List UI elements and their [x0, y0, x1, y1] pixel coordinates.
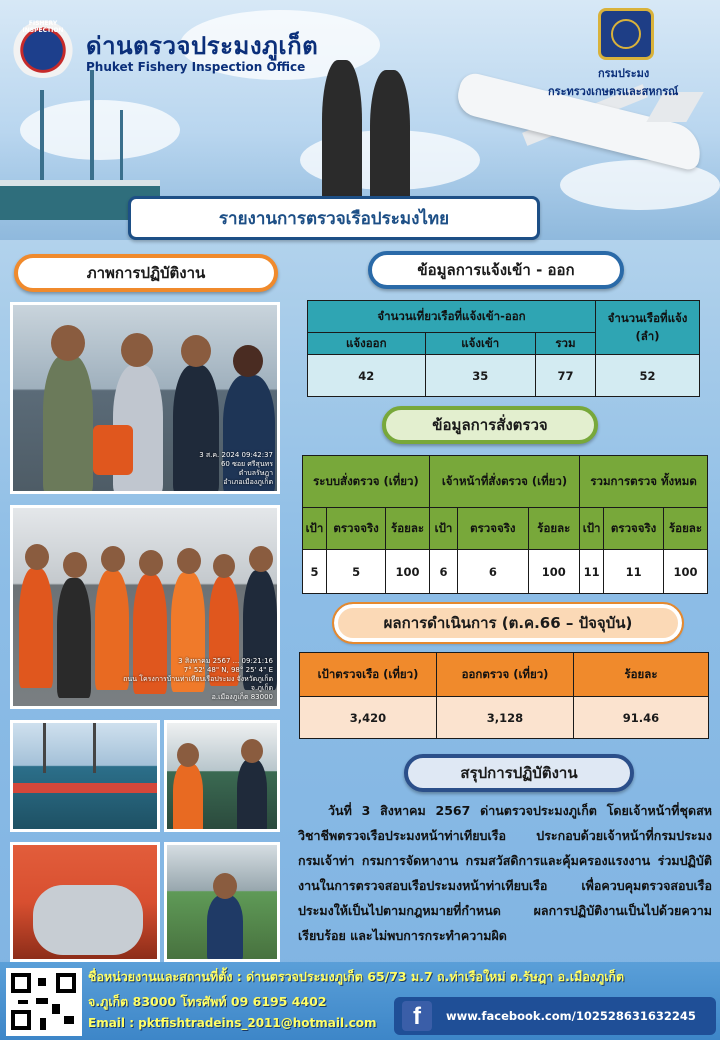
summary-section-title: สรุปการปฏิบัติงาน	[404, 754, 634, 792]
fishery-inspection-logo-icon: FISHERY INSPECTION	[8, 16, 78, 78]
order-table	[302, 455, 708, 594]
order-system-actual: 5	[326, 550, 385, 594]
order-system-target: 5	[303, 550, 327, 594]
order-header-target: เป้า	[429, 508, 457, 550]
operation-photo-6	[164, 842, 280, 962]
notify-header-in: แจ้งเข้า	[425, 333, 535, 355]
order-header-actual: ตรวจจริง	[458, 508, 528, 550]
ministry-name: กระทรวงเกษตรและสหกรณ์	[548, 85, 679, 98]
order-header-target: เป้า	[303, 508, 327, 550]
footer-address-line1: ชื่อหน่วยงานและสถานที่ตั้ง : ด่านตรวจประมงภูเก็ต 65/73 ม.7 ถ.ท่าเรือใหม่ ต.รัษฎา อ.เมืองภูเก็ต	[88, 969, 625, 984]
photo-2-timestamp: 3 สิงหาคม 2567 ... 09:21:16 7° 52' 48" N, 98° 25' 4" E ถนน โครงการบ้านท่าเทียบเรือประมง จังหวัดภูเก็ต จ.ภูเก็ต อ.เมืองภูเก็ต 83000	[123, 657, 273, 701]
results-header-percent: ร้อยละ	[574, 653, 709, 697]
order-group-officer: เจ้าหน้าที่สั่งตรวจ (เที่ยว)	[429, 456, 579, 508]
order-officer-target: 6	[429, 550, 457, 594]
notify-value-in: 35	[425, 355, 535, 397]
order-officer-actual: 6	[458, 550, 528, 594]
order-total-target: 11	[580, 550, 604, 594]
footer-email: Email : pktfishtradeins_2011@hotmail.com	[88, 1016, 377, 1030]
facebook-url: www.facebook.com/102528631632245	[446, 1009, 696, 1023]
office-title-thai: ด่านตรวจประมงภูเก็ต	[86, 32, 319, 60]
operation-photo-1	[10, 302, 280, 494]
office-title-english: Phuket Fishery Inspection Office	[86, 60, 306, 74]
statue-image	[322, 60, 362, 210]
results-value-percent: 91.46	[574, 697, 709, 739]
order-group-system: ระบบสั่งตรวจ (เที่ยว)	[303, 456, 430, 508]
order-officer-percent: 100	[528, 550, 580, 594]
results-section-title: ผลการดำเนินการ (ต.ค.66 – ปัจจุบัน)	[334, 604, 682, 642]
order-header-actual: ตรวจจริง	[604, 508, 664, 550]
summary-paragraph: วันที่ 3 สิงหาคม 2567 ด่านตรวจประมงภูเก็ต โดยเจ้าหน้าที่ชุดสหวิชาชีพตรวจเรือประมงหน้าท่าเทียบเรือ ประกอบด้วยเจ้าหน้าที่กรมประมง กรมเจ้าท่า กรมการจัดหางาน กรมสวัสดิการและคุ้มครองแรงงาน ร่วมปฏิบัติงานในการตรวจสอบเรือประมงหน้าท่าเทียบเรือ เพื่อควบคุมตรวจสอบเรือประมงให้เป็นไปตามกฎหมายที่กำหนด ผลการปฏิบัติงานเป็นไปด้วยความเรียบร้อย และไม่พบการกระทำความผิด	[298, 803, 712, 943]
results-table	[299, 652, 709, 739]
notify-section-title: ข้อมูลการแจ้งเข้า - ออก	[368, 251, 624, 289]
order-header-percent: ร้อยละ	[386, 508, 430, 550]
notify-header-trips: จำนวนเที่ยวเรือที่แจ้งเข้า-ออก	[308, 301, 596, 333]
photo-1-timestamp: 3 ส.ค. 2024 09:42:37 60 ซอย ศรีสุนทร ตำบลรัษฎา อำเภอเมืองภูเก็ต	[199, 451, 273, 486]
facebook-link[interactable]	[394, 997, 716, 1035]
facebook-icon: f	[402, 1001, 432, 1031]
results-header-done: ออกตรวจ (เที่ยว)	[437, 653, 574, 697]
footer-address-line2: จ.ภูเก็ต 83000 โทรศัพท์ 09 6195 4402	[88, 994, 327, 1009]
order-total-percent: 100	[664, 550, 708, 594]
photos-section-title: ภาพการปฏิบัติงาน	[14, 254, 278, 292]
operation-photo-2	[10, 505, 280, 709]
notify-value-out: 42	[308, 355, 426, 397]
order-total-actual: 11	[604, 550, 664, 594]
notify-value-total: 77	[535, 355, 595, 397]
results-value-target: 3,420	[300, 697, 437, 739]
notify-table	[307, 300, 700, 397]
notify-header-out: แจ้งออก	[308, 333, 426, 355]
order-header-percent: ร้อยละ	[664, 508, 708, 550]
qr-code-icon	[6, 968, 82, 1036]
results-value-done: 3,128	[437, 697, 574, 739]
order-header-target: เป้า	[580, 508, 604, 550]
report-title: รายงานการตรวจเรือประมงไทย	[128, 196, 540, 240]
department-name: กรมประมง	[598, 67, 650, 80]
notify-header-boats: จำนวนเรือที่แจ้ง (ลำ)	[596, 301, 700, 355]
operation-photo-4	[164, 720, 280, 832]
department-seal-icon	[598, 8, 654, 60]
notify-header-total: รวม	[535, 333, 595, 355]
operation-photo-5	[10, 842, 160, 962]
order-header-percent: ร้อยละ	[528, 508, 580, 550]
order-system-percent: 100	[386, 550, 430, 594]
order-section-title: ข้อมูลการสั่งตรวจ	[382, 406, 598, 444]
summary-text-block	[298, 798, 712, 948]
order-header-actual: ตรวจจริง	[326, 508, 385, 550]
order-group-total: รวมการตรวจ ทั้งหมด	[580, 456, 708, 508]
operation-photo-3	[10, 720, 160, 832]
notify-value-boats: 52	[596, 355, 700, 397]
results-header-target: เป้าตรวจเรือ (เที่ยว)	[300, 653, 437, 697]
